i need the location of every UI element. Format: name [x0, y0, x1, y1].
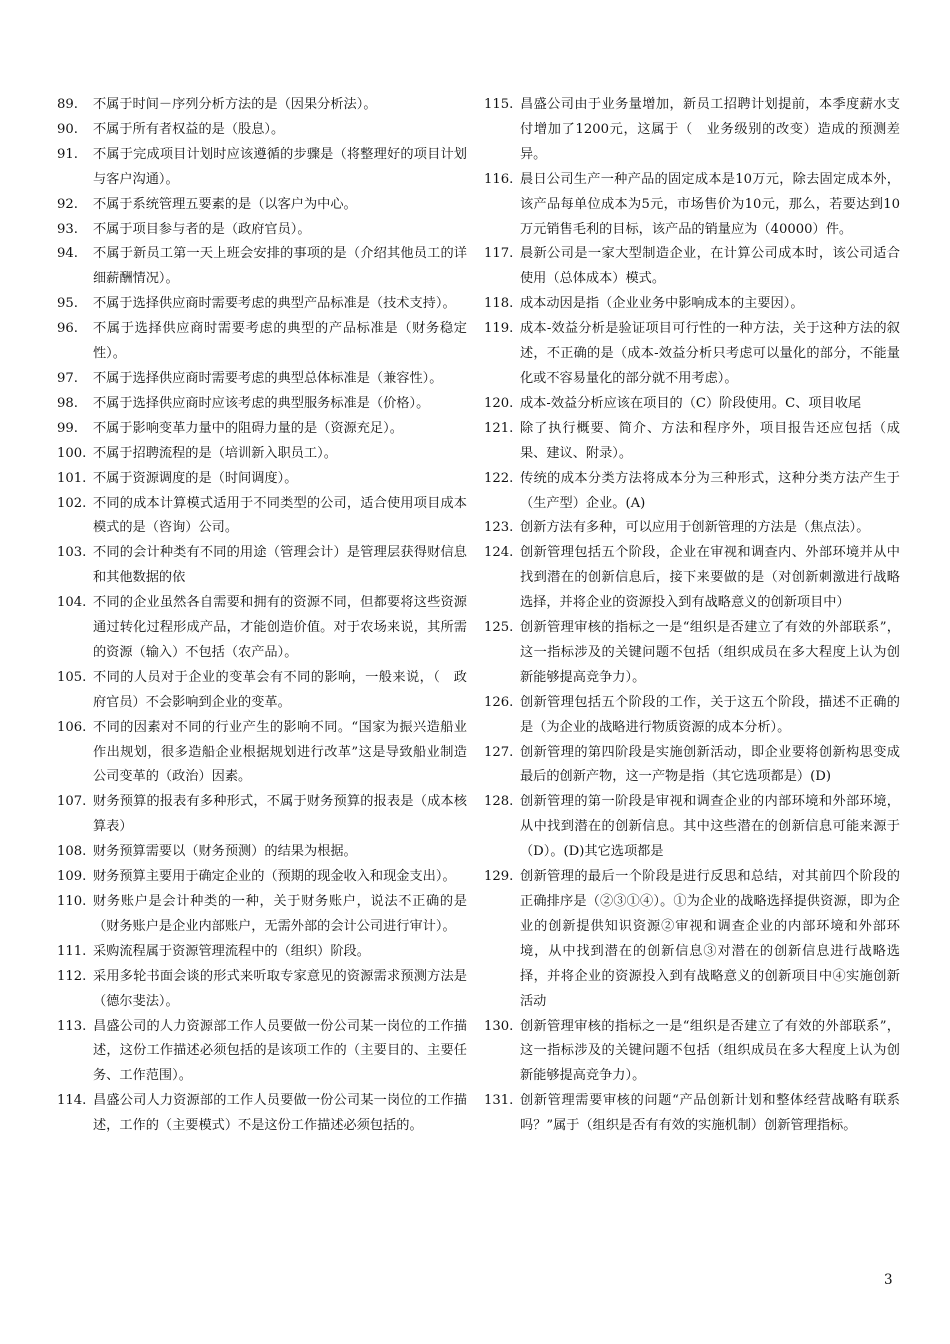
item-number: 105.: [57, 669, 87, 685]
item-number: 109.: [57, 869, 87, 885]
item-text: 不属于所有者权益的是（股息）。: [93, 121, 285, 137]
list-item: [484, 292, 900, 317]
item-text: 不属于完成项目计划时应该遵循的步骤是（将整理好的项目计划与客户沟通）。: [93, 146, 467, 187]
item-text: 不属于系统管理五要素的是（以客户为中心。: [93, 196, 357, 212]
left-column: [57, 93, 467, 1139]
item-text: 除了执行概要、简介、方法和程序外，项目报告还应包括（成果、建议、附录）。: [520, 420, 900, 461]
list-item: [57, 392, 467, 417]
list-item: [57, 940, 467, 965]
list-item: [57, 143, 467, 193]
item-text: 不属于新员工第一天上班会安排的事项的是（介绍其他员工的详细薪酬情况）。: [93, 246, 467, 287]
item-number: 122.: [484, 470, 514, 486]
item-text: 不属于招聘流程的是（培训新入职员工）。: [93, 445, 337, 461]
item-number: 129.: [484, 869, 514, 885]
list-item: [57, 317, 467, 367]
list-item: [57, 840, 467, 865]
item-text: 创新方法有多种，可以应用于创新管理的方法是（焦点法）。: [520, 520, 870, 536]
list-item: [57, 118, 467, 143]
item-text: 不同的成本计算模式适用于不同类型的公司，适合使用项目成本模式的是（咨询）公司。: [93, 495, 467, 536]
item-text: 不同的因素对不同的行业产生的影响不同。“国家为振兴造船业作出规划，很多造船企业根据规划进行改革”这是导致船业制造公司变革的（政治）因素。: [93, 719, 467, 785]
list-item: [484, 741, 900, 791]
item-text: 不同的会计种类有不同的用途（管理会计）是管理层获得财信息和其他数据的依: [93, 545, 467, 586]
item-text: 创新管理需要审核的问题“产品创新计划和整体经营战略有联系吗？”属于（组织是否有有效的实施机制）创新管理指标。: [520, 1093, 900, 1134]
item-number: 118.: [484, 296, 514, 312]
item-text: 财务预算主要用于确定企业的（预期的现金收入和现金支出）。: [93, 869, 456, 885]
item-text: 财务预算的报表有多种形式，不属于财务预算的报表是（成本核算表）: [93, 794, 467, 835]
item-number: 99.: [57, 420, 78, 436]
item-number: 96.: [57, 321, 78, 337]
item-text: 不属于选择供应商时应该考虑的典型服务标准是（价格）。: [93, 395, 430, 411]
item-number: 113.: [57, 1018, 87, 1034]
item-number: 115.: [484, 97, 514, 112]
list-item: [484, 168, 900, 243]
item-number: 124.: [484, 545, 514, 561]
item-text: 昌盛公司人力资源部的工作人员要做一份公司某一岗位的工作描述，工作的（主要模式）不是这份工作描述必须包括的。: [93, 1093, 467, 1134]
list-item: [484, 516, 900, 541]
right-column: [484, 93, 900, 1139]
item-number: 121.: [484, 420, 514, 436]
item-number: 131.: [484, 1093, 514, 1109]
item-text: 不同的企业虽然各自需要和拥有的资源不同，但都要将这些资源通过转化过程形成产品，才能创造价值。对于农场来说，其所需的资源（输入）不包括（农产品）。: [93, 595, 467, 660]
list-item: [484, 865, 900, 1014]
item-text: 创新管理的第四阶段是实施创新活动，即企业要将创新构思变成最后的创新产物，这一产物是指（其它选项都是）(D): [520, 744, 900, 785]
list-item: [57, 591, 467, 666]
list-item: [484, 616, 900, 691]
item-number: 110.: [57, 894, 87, 909]
item-number: 104.: [57, 595, 87, 611]
item-text: 不属于项目参与者的是（政府官员）。: [93, 221, 311, 237]
item-number: 93.: [57, 221, 78, 237]
list-item: [57, 193, 467, 218]
item-number: 130.: [484, 1018, 514, 1034]
list-item: [484, 467, 900, 517]
item-number: 100.: [57, 445, 87, 461]
item-text: 成本动因是指（企业业务中影响成本的主要因）。: [520, 296, 804, 312]
item-number: 98.: [57, 395, 78, 411]
list-item: [57, 93, 467, 118]
list-item: [57, 218, 467, 243]
list-item: [57, 292, 467, 317]
list-item: [57, 367, 467, 392]
item-text: 不属于时间－序列分析方法的是（因果分析法）。: [93, 97, 377, 112]
item-number: 120.: [484, 395, 514, 411]
item-text: 采用多轮书面会谈的形式来听取专家意见的资源需求预测方法是（德尔斐法）。: [93, 968, 467, 1009]
item-text: 昌盛公司由于业务量增加，新员工招聘计划提前，本季度薪水支付增加了1200元，这属于（ 业务级别的改变）造成的预测差异。: [520, 97, 900, 162]
list-item: [484, 691, 900, 741]
item-text: 创新管理的第一阶段是审视和调查企业的内部环境和外部环境，从中找到潜在的创新信息。其中这些潜在的创新信息可能来源于（D）。(D)其它选项都是: [520, 794, 900, 860]
list-item: [484, 541, 900, 616]
item-number: 101.: [57, 470, 87, 486]
item-text: 晨新公司是一家大型制造企业，在计算公司成本时，该公司适合使用（总体成本）模式。: [520, 246, 900, 287]
item-text: 创新管理审核的指标之一是“组织是否建立了有效的外部联系”，这一指标涉及的关键问题不包括（组织成员在多大程度上认为创新能够提高竞争力）。: [520, 1018, 900, 1084]
list-item: [484, 317, 900, 392]
item-text: 晨日公司生产一种产品的固定成本是10万元，除去固定成本外，该产品每单位成本为5元，市场售价为10元，那么，若要达到10万元销售毛利的目标，该产品的销量应为（40000）件。: [520, 171, 900, 237]
item-text: 不属于影响变革力量中的阻碍力量的是（资源充足）。: [93, 420, 403, 436]
item-text: 不属于选择供应商时需要考虑的典型总体标准是（兼容性）。: [93, 370, 443, 386]
list-item: [57, 442, 467, 467]
list-item: [484, 1015, 900, 1090]
item-number: 95.: [57, 296, 78, 312]
item-text: 成本-效益分析应该在项目的（C）阶段使用。C、项目收尾: [520, 395, 862, 411]
item-text: 创新管理包括五个阶段，企业在审视和调查内、外部环境并从中找到潜在的创新信息后，接下来要做的是（对创新刺激进行战略选择，并将企业的资源投入到有战略意义的创新项目中）: [520, 545, 900, 611]
list-item: [484, 242, 900, 292]
item-number: 128.: [484, 794, 514, 810]
item-text: 财务预算需要以（财务预测）的结果为根据。: [93, 844, 357, 860]
list-item: [57, 541, 467, 591]
item-text: 不属于选择供应商时需要考虑的典型产品标准是（技术支持）。: [93, 296, 456, 312]
list-item: [57, 417, 467, 442]
list-item: [57, 865, 467, 890]
list-item: [57, 467, 467, 492]
item-number: 123.: [484, 520, 514, 536]
item-number: 119.: [484, 321, 514, 337]
list-item: [57, 716, 467, 791]
list-item: [484, 93, 900, 168]
item-number: 92.: [57, 196, 78, 212]
list-item: [57, 965, 467, 1015]
item-number: 112.: [57, 968, 87, 984]
list-item: [57, 666, 467, 716]
list-item: [57, 242, 467, 292]
item-text: 昌盛公司的人力资源部工作人员要做一份公司某一岗位的工作描述，这份工作描述必须包括的是该项工作的（主要目的、主要任务、工作范围）。: [93, 1018, 467, 1084]
item-number: 108.: [57, 844, 87, 860]
item-text: 创新管理的最后一个阶段是进行反思和总结，对其前四个阶段的正确排序是（②③①④）。①为企业的战略选择提供资源，即为企业的创新提供知识资源②审视和调查企业的内部环境和外部环境，从中找到潜在的创新信息③对潜在的创新信息进行战略选择，并将企业的资源投入到有战略意义的创新项目中④实施创新活动: [520, 869, 900, 1009]
item-text: 成本-效益分析是验证项目可行性的一种方法，关于这种方法的叙述，不正确的是（成本-效益分析只考虑可以量化的部分，不能量化或不容易量化的部分就不用考虑）。: [520, 321, 900, 386]
item-number: 125.: [484, 620, 514, 636]
item-text: 财务账户是会计种类的一种，关于财务账户，说法不正确的是（财务账户是企业内部账户，无需外部的会计公司进行审计）。: [93, 894, 467, 934]
list-item: [57, 1089, 467, 1139]
list-item: [57, 1015, 467, 1090]
list-item: [57, 790, 467, 840]
item-text: 创新管理审核的指标之一是“组织是否建立了有效的外部联系”，这一指标涉及的关键问题不包括（组织成员在多大程度上认为创新能够提高竞争力）。: [520, 620, 900, 685]
item-number: 114.: [57, 1093, 87, 1109]
item-number: 94.: [57, 246, 78, 262]
item-text: 传统的成本分类方法将成本分为三种形式，这种分类方法产生于（生产型）企业。(A): [520, 470, 900, 511]
list-item: [484, 392, 900, 417]
item-number: 107.: [57, 794, 87, 810]
item-number: 97.: [57, 370, 78, 386]
list-item: [484, 417, 900, 467]
list-item: [484, 1089, 900, 1139]
page-number: 3: [884, 1272, 893, 1288]
item-number: 91.: [57, 146, 78, 162]
list-item: [484, 790, 900, 865]
item-text: 采购流程属于资源管理流程中的（组织）阶段。: [93, 943, 370, 959]
item-number: 90.: [57, 121, 78, 137]
list-item: [57, 890, 467, 940]
item-text: 不属于资源调度的是（时间调度）。: [93, 470, 298, 486]
item-number: 111.: [57, 943, 87, 959]
item-text: 创新管理包括五个阶段的工作，关于这五个阶段，描述不正确的是（为企业的战略进行物质资源的成本分析）。: [520, 694, 900, 735]
item-number: 89.: [57, 97, 78, 112]
item-text: 不同的人员对于企业的变革会有不同的影响，一般来说，（ 政府官员）不会影响到企业的变革。: [93, 669, 467, 710]
item-number: 106.: [57, 719, 87, 735]
item-number: 117.: [484, 246, 514, 262]
item-number: 103.: [57, 545, 87, 561]
item-text: 不属于选择供应商时需要考虑的典型的产品标准是（财务稳定性）。: [93, 321, 467, 362]
list-item: [57, 492, 467, 542]
item-number: 116.: [484, 171, 514, 187]
item-number: 127.: [484, 744, 514, 760]
item-number: 102.: [57, 495, 87, 511]
item-number: 126.: [484, 694, 514, 710]
